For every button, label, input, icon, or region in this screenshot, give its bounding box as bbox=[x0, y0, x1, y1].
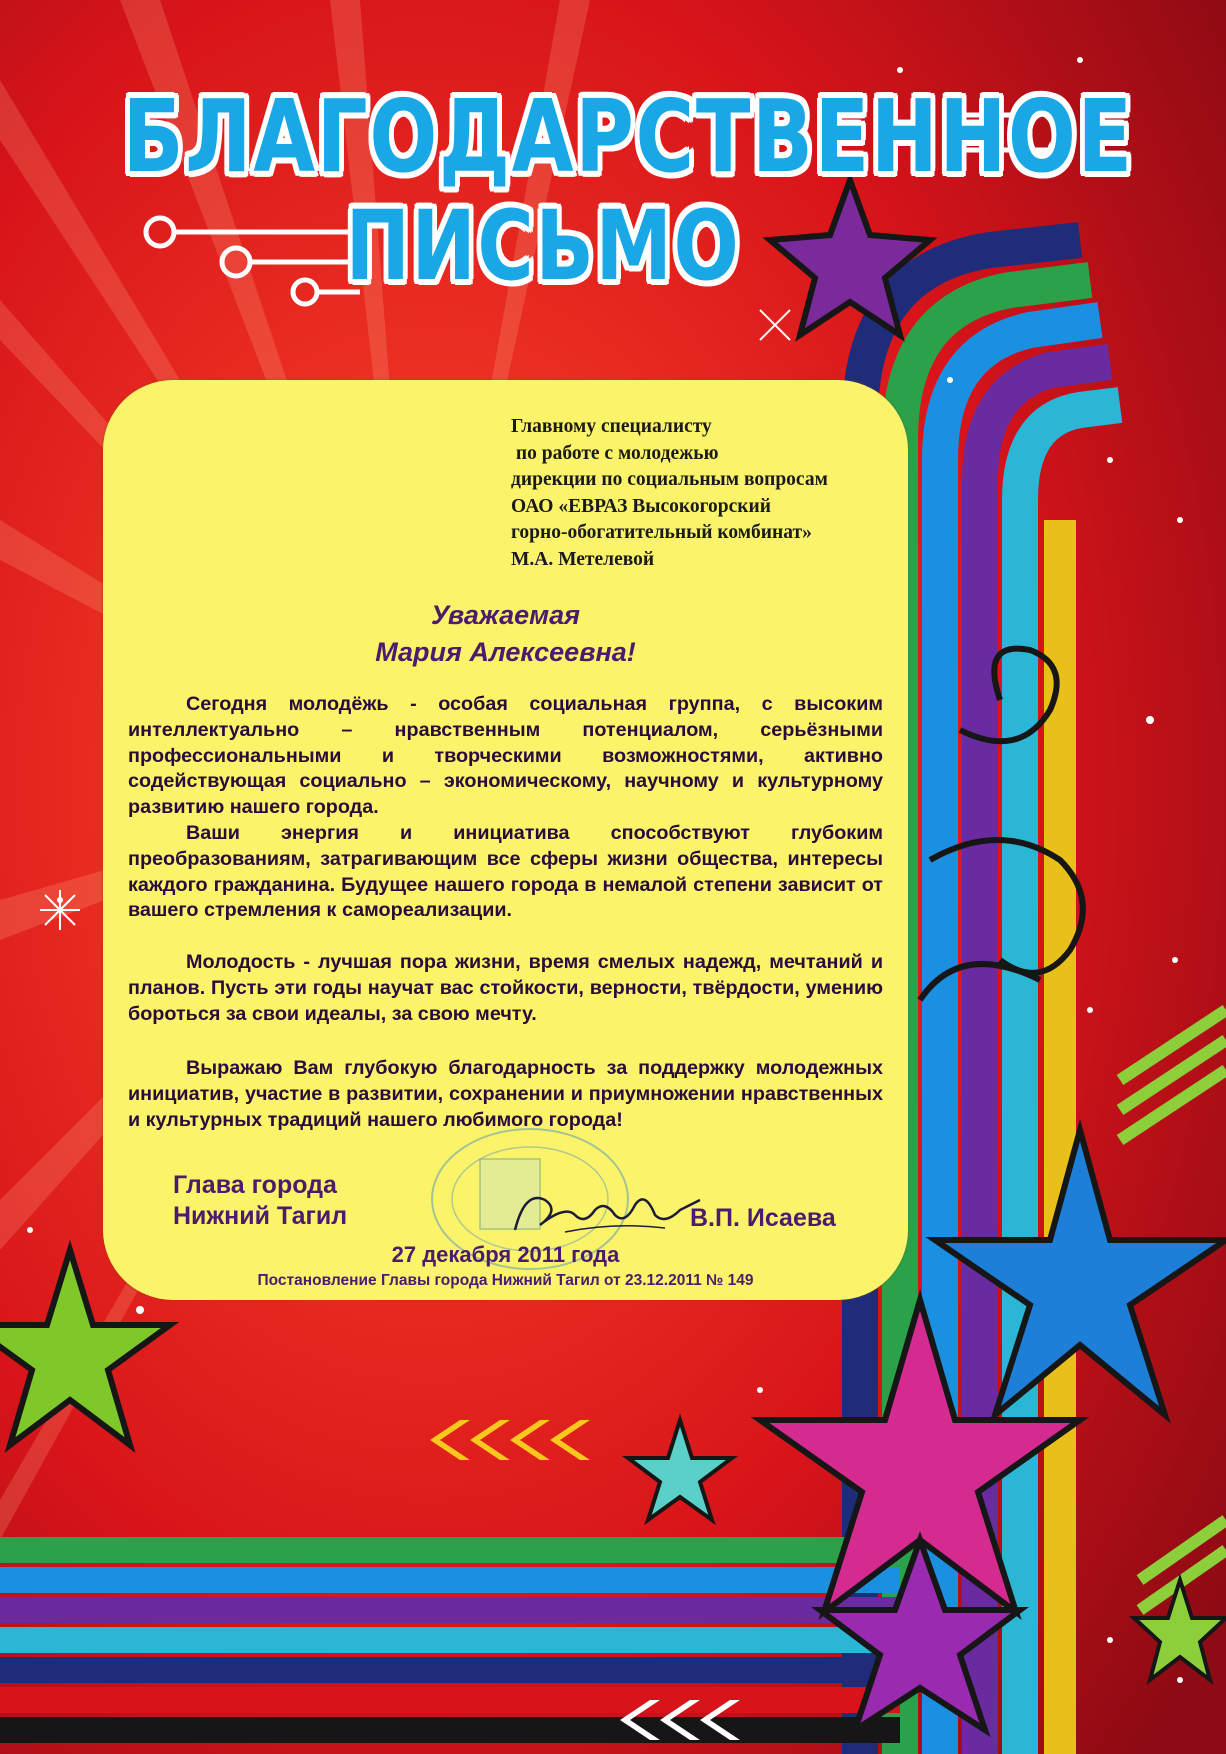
handwritten-signature bbox=[505, 1170, 705, 1250]
addressee-line: Главному специалисту bbox=[511, 416, 712, 437]
body-paragraph: Ваши энергия и инициатива способствуют глубоким преобразованиям, затрагивающим все сферы жизни общества, интересы каждого гражданина. Будущее нашего города в немалой степени зависит от вашего стремления к самореализации. bbox=[128, 822, 883, 922]
addressee-line: горно-обогатительный комбинат» bbox=[511, 522, 812, 543]
title-line-2: ПИСЬМО bbox=[345, 190, 741, 302]
addressee-line: дирекции по социальным вопросам bbox=[511, 469, 828, 490]
greeting-line-2: Мария Алексеевна! bbox=[375, 637, 636, 667]
body-paragraph: Сегодня молодёжь - особая социальная группа, с высоким интеллектуально – нравственным потенциалом, серьёзными профессиональными и творческими возможностями, активно содействующая социально – экономическому, научному и культурному развитию нашего города. bbox=[128, 693, 883, 819]
addressee-line: по работе с молодежью bbox=[511, 442, 719, 464]
signatory-position-line-1: Глава города bbox=[173, 1171, 337, 1199]
body-paragraph: Молодость - лучшая пора жизни, время смелых надежд, мечтаний и планов. Пусть эти годы научат вас стойкости, верности, твёрдости, умению бороться за свои идеалы, за свою мечту. bbox=[128, 951, 883, 1025]
decree-reference: Постановление Главы города Нижний Тагил от 23.12.2011 № 149 bbox=[257, 1272, 754, 1289]
title-line-1: БЛАГОДАРСТВЕННОЕ bbox=[122, 78, 1134, 195]
addressee-block bbox=[511, 414, 891, 573]
signatory-position-line-2: Нижний Тагил bbox=[173, 1202, 348, 1230]
addressee-line: ОАО «ЕВРАЗ Высокогорский bbox=[511, 495, 771, 517]
letter-date: 27 декабря 2011 года bbox=[391, 1242, 620, 1267]
signatory-name: В.П. Исаева bbox=[690, 1204, 836, 1232]
addressee-line: М.А. Метелевой bbox=[511, 548, 655, 570]
body-paragraph: Выражаю Вам глубокую благодарность за поддержку молодежных инициатив, участие в развитии, сохранении и приумножении нравственных и культурных традиций нашего любимого города! bbox=[128, 1057, 883, 1131]
greeting-line-1: Уважаемая bbox=[430, 600, 581, 630]
